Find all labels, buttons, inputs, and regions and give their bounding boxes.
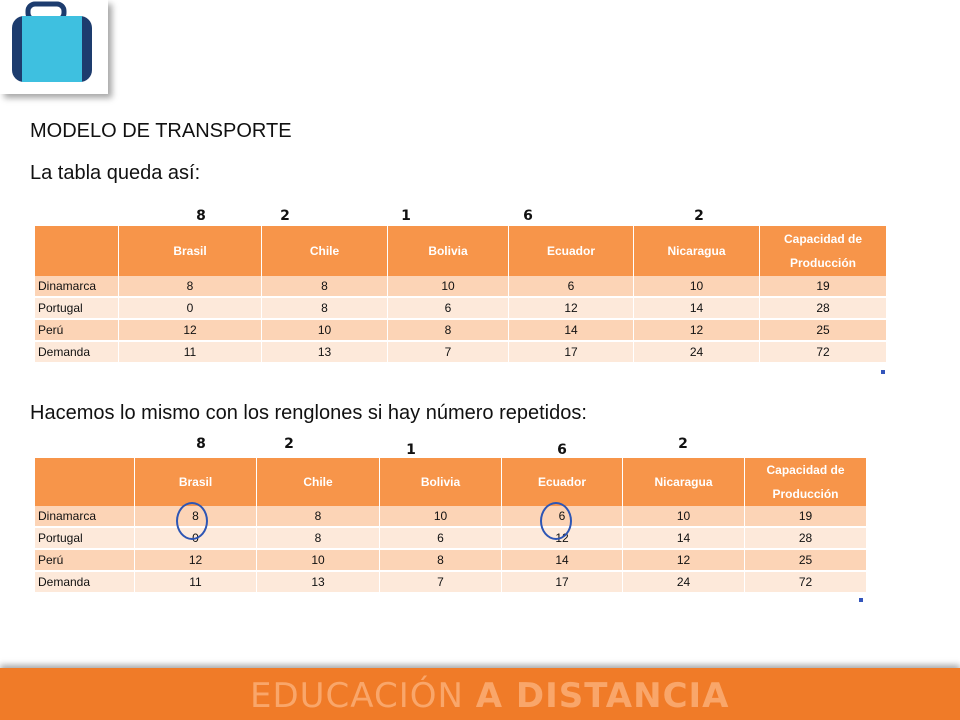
- table-cell: 12: [509, 297, 634, 319]
- table-cell: 8: [257, 527, 380, 549]
- table-cell: 24: [623, 571, 745, 593]
- penalty-nicaragua: 2: [678, 436, 688, 452]
- table-cell: 6: [388, 297, 509, 319]
- table-cell: 0: [119, 297, 262, 319]
- highlight-circle-brasil: [176, 502, 208, 540]
- table-cell: 28: [745, 527, 867, 549]
- table-cell: 14: [502, 549, 623, 571]
- table-row: [35, 571, 867, 593]
- header-nicaragua: Nicaragua: [623, 458, 745, 506]
- table-cell: 8: [388, 319, 509, 341]
- header-nicaragua: Nicaragua: [634, 226, 760, 276]
- row-label: Perú: [35, 319, 119, 341]
- footer-brand: [250, 676, 729, 716]
- column-penalties-row: [0, 436, 960, 456]
- header-brasil: Brasil: [119, 226, 262, 276]
- table-cell: 10: [634, 276, 760, 297]
- table-row: [35, 319, 887, 341]
- penalty-bolivia: 1: [401, 208, 411, 224]
- transport-table-1: [34, 226, 887, 364]
- header-brasil: Brasil: [135, 458, 257, 506]
- transport-table-2: [34, 458, 867, 594]
- table-row: [35, 297, 887, 319]
- column-penalties-row: [0, 208, 960, 228]
- table-cell: 14: [634, 297, 760, 319]
- table-row: [35, 506, 867, 527]
- footer-text-bold: A DISTANCIA: [475, 676, 730, 716]
- table-cell: 14: [623, 527, 745, 549]
- table-cell: 6: [502, 506, 623, 527]
- table-cell: 12: [502, 527, 623, 549]
- header-capacity: Capacidad de Producción: [760, 226, 887, 276]
- table-cell: 8: [380, 549, 502, 571]
- footer-banner: [0, 668, 960, 720]
- table-cell: 19: [745, 506, 867, 527]
- rows-instruction-text: Hacemos lo mismo con los renglones si hay número repetidos:: [30, 402, 587, 424]
- table-cell: 12: [634, 319, 760, 341]
- table-cell: 8: [262, 297, 388, 319]
- header-chile: Chile: [262, 226, 388, 276]
- table-cell: 25: [745, 549, 867, 571]
- suitcase-icon: [0, 0, 108, 94]
- table-cell: 10: [623, 506, 745, 527]
- logo: [0, 0, 108, 94]
- table-row: [35, 341, 887, 363]
- table-cell: 19: [760, 276, 887, 297]
- table-cell: 12: [623, 549, 745, 571]
- penalty-ecuador: 6: [523, 208, 533, 224]
- table-header-row: [35, 226, 887, 276]
- header-origin: [35, 458, 135, 506]
- table-cell: 13: [257, 571, 380, 593]
- penalty-ecuador: 6: [557, 442, 567, 458]
- table-cell: 25: [760, 319, 887, 341]
- table-cell: 7: [388, 341, 509, 363]
- penalty-chile: 2: [280, 208, 290, 224]
- row-label: Portugal: [35, 527, 135, 549]
- page-title: MODELO DE TRANSPORTE: [30, 120, 292, 142]
- table-cell: 10: [257, 549, 380, 571]
- table-cell: 8: [135, 506, 257, 527]
- table-row: [35, 276, 887, 297]
- table-cell: 0: [135, 527, 257, 549]
- table-cell: 7: [380, 571, 502, 593]
- table-cell: 72: [760, 341, 887, 363]
- table-cell: 6: [509, 276, 634, 297]
- footer-text-light: EDUCACIÓN: [250, 676, 464, 716]
- header-origin: [35, 226, 119, 276]
- row-label: Dinamarca: [35, 276, 119, 297]
- table-cell: 8: [262, 276, 388, 297]
- table-cell: 10: [380, 506, 502, 527]
- table-intro-text: La tabla queda así:: [30, 162, 201, 184]
- table-cell: 24: [634, 341, 760, 363]
- table-cell: 6: [380, 527, 502, 549]
- row-label: Portugal: [35, 297, 119, 319]
- row-label: Dinamarca: [35, 506, 135, 527]
- header-ecuador: Ecuador: [502, 458, 623, 506]
- table-resize-mark: [881, 370, 885, 374]
- table-header-row: [35, 458, 867, 506]
- table-cell: 17: [509, 341, 634, 363]
- row-label: Demanda: [35, 571, 135, 593]
- header-chile: Chile: [257, 458, 380, 506]
- header-capacity: Capacidad de Producción: [745, 458, 867, 506]
- penalty-brasil: 8: [196, 208, 206, 224]
- table-cell: 72: [745, 571, 867, 593]
- penalty-bolivia: 1: [406, 442, 416, 458]
- penalty-brasil: 8: [196, 436, 206, 452]
- table-row: [35, 549, 867, 571]
- penalty-chile: 2: [284, 436, 294, 452]
- table-cell: 10: [262, 319, 388, 341]
- header-bolivia: Bolivia: [388, 226, 509, 276]
- penalty-nicaragua: 2: [694, 208, 704, 224]
- row-label: Demanda: [35, 341, 119, 363]
- table-cell: 12: [119, 319, 262, 341]
- table-cell: 8: [119, 276, 262, 297]
- table-cell: 28: [760, 297, 887, 319]
- table-cell: 13: [262, 341, 388, 363]
- header-bolivia: Bolivia: [380, 458, 502, 506]
- table-cell: 11: [135, 571, 257, 593]
- table-resize-mark: [859, 598, 863, 602]
- table-row: [35, 527, 867, 549]
- row-label: Perú: [35, 549, 135, 571]
- table-cell: 17: [502, 571, 623, 593]
- header-ecuador: Ecuador: [509, 226, 634, 276]
- table-cell: 11: [119, 341, 262, 363]
- table-cell: 10: [388, 276, 509, 297]
- highlight-circle-ecuador: [540, 502, 572, 540]
- table-cell: 8: [257, 506, 380, 527]
- table-cell: 12: [135, 549, 257, 571]
- table-cell: 14: [509, 319, 634, 341]
